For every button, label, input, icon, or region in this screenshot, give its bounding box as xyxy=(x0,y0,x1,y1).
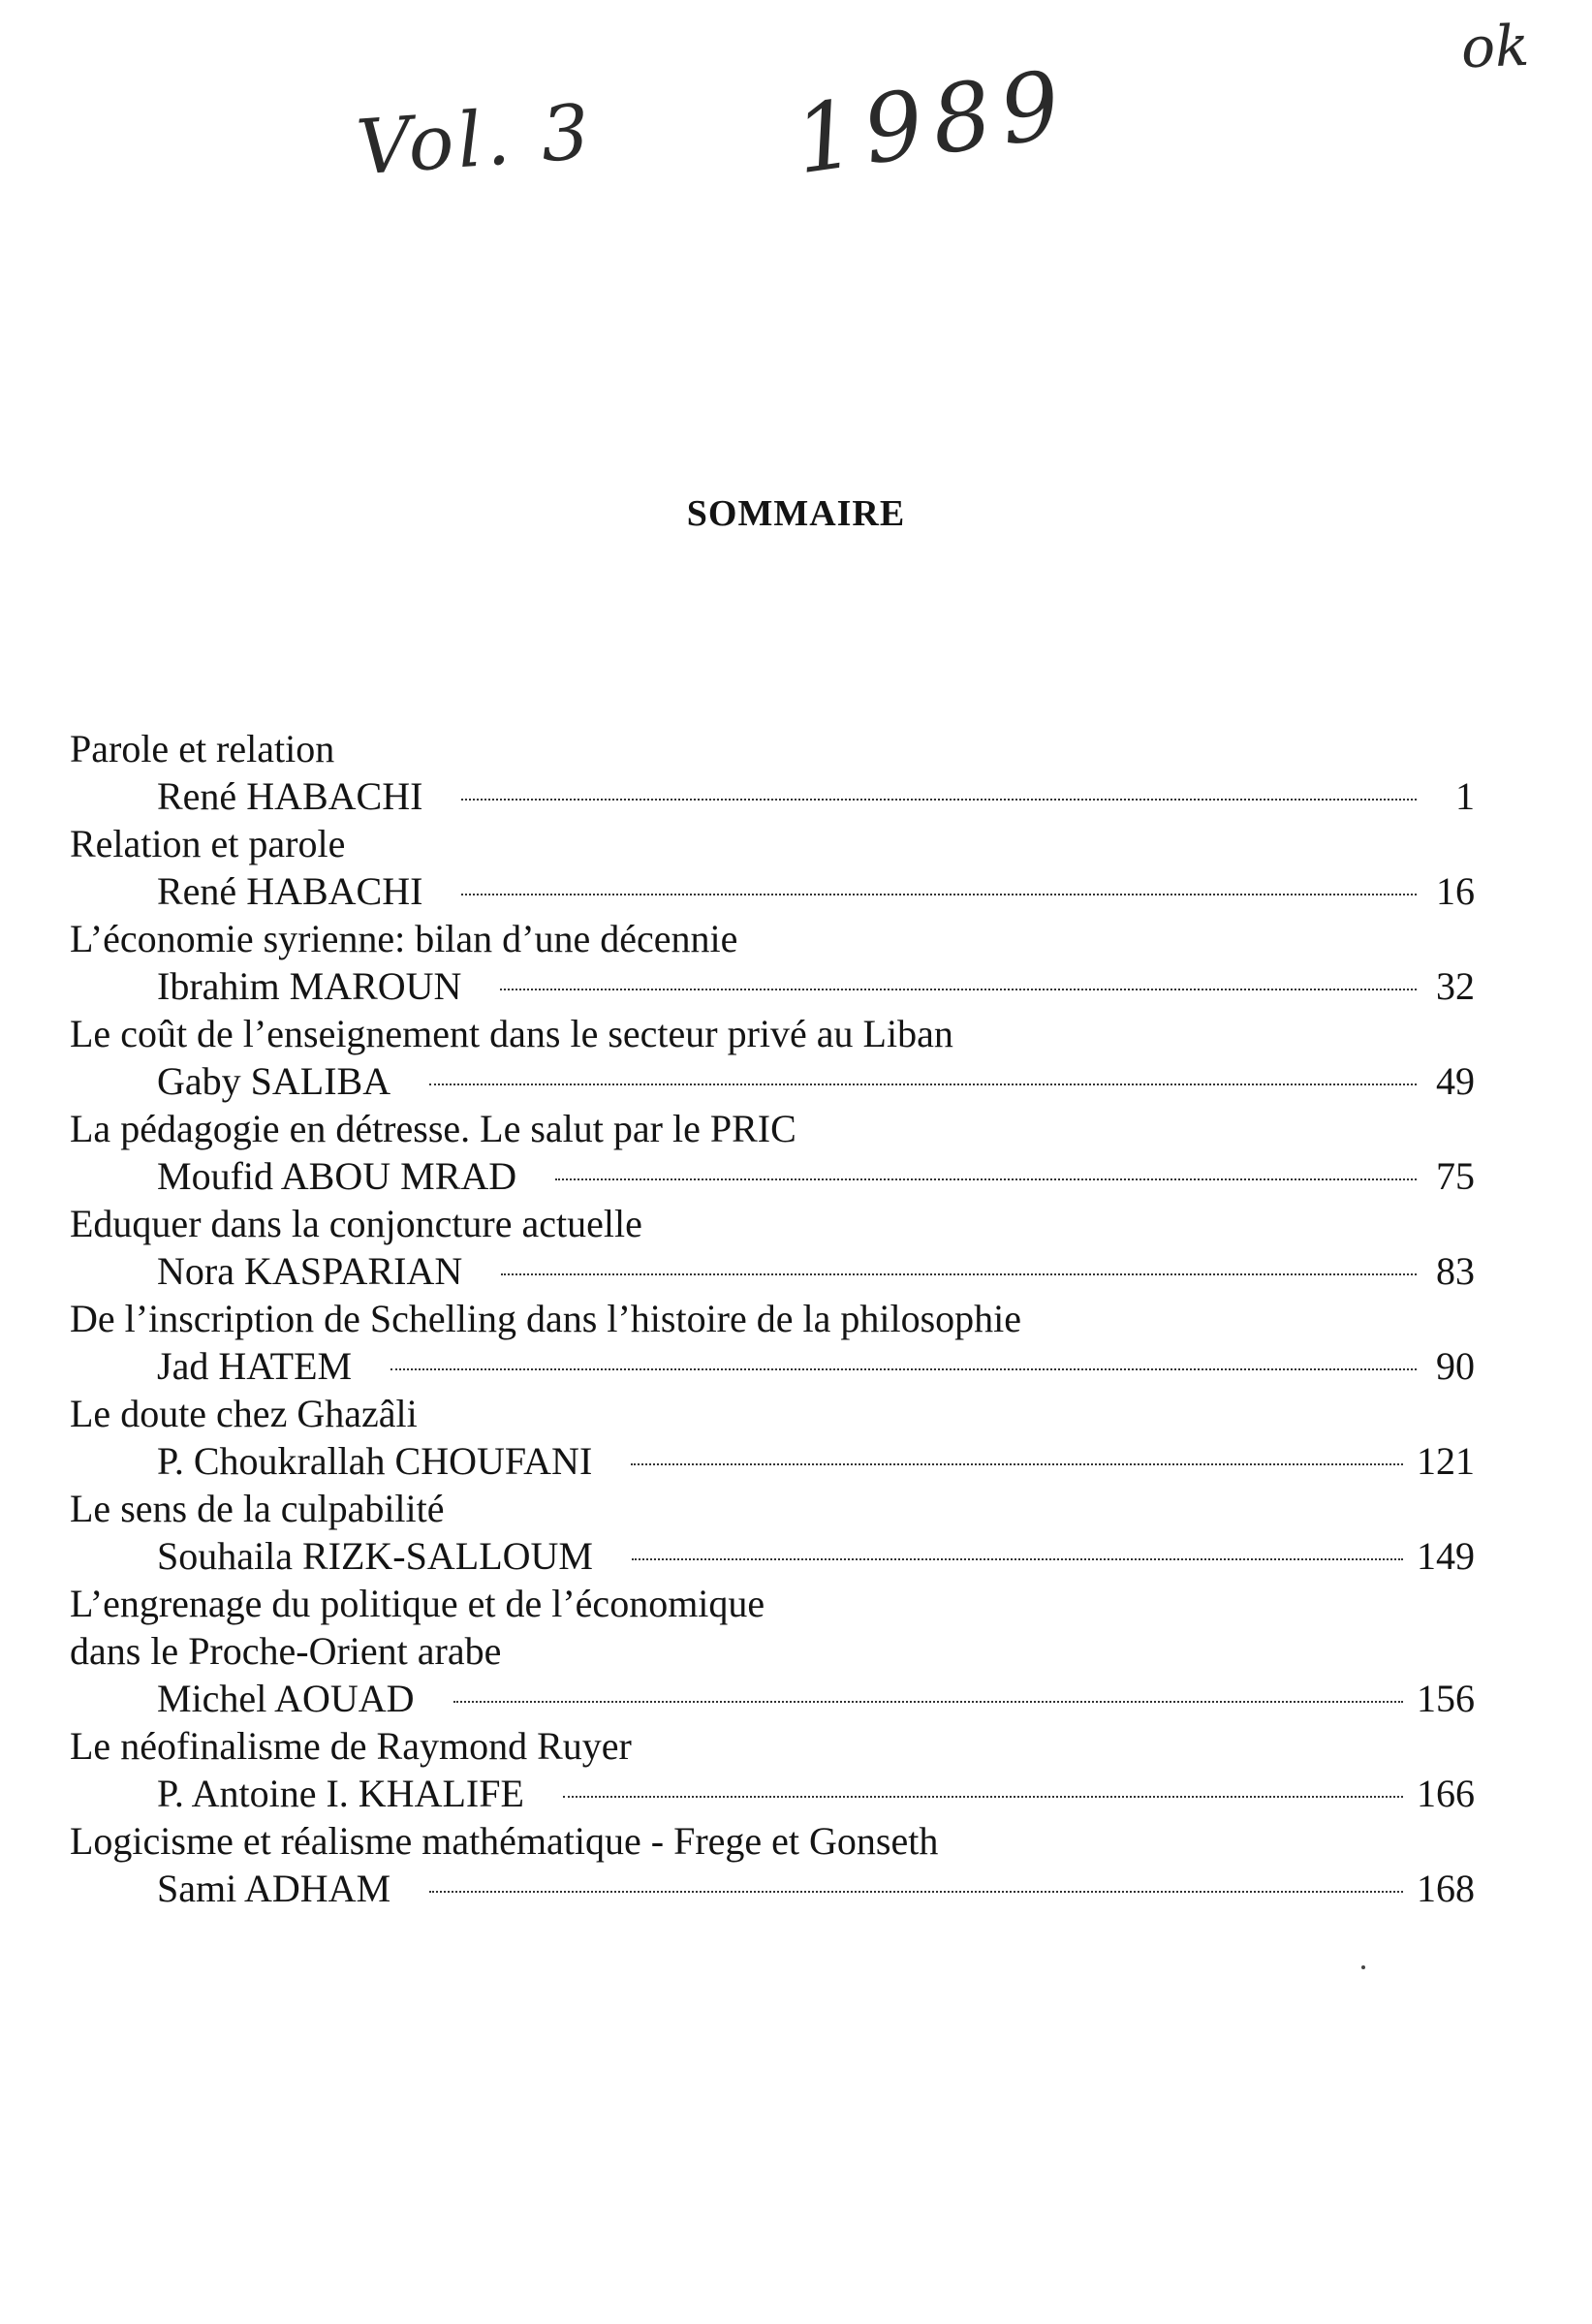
toc-entry-title: Parole et relation xyxy=(70,727,335,770)
toc-entry-page-number: 32 xyxy=(1436,964,1475,1008)
toc-entry xyxy=(70,915,1475,1010)
toc-entry-page-number: 49 xyxy=(1436,1059,1475,1103)
handwritten-volume-note: Vol. 3 xyxy=(354,88,597,193)
handwritten-year-note: 1989 xyxy=(788,48,1077,196)
toc-entry-author: Jad HATEM xyxy=(157,1344,353,1388)
dot-leader xyxy=(461,894,1417,895)
toc-entry-author: Gaby SALIBA xyxy=(157,1059,391,1103)
toc-entry-author-row xyxy=(70,772,1475,820)
toc-entry xyxy=(70,725,1475,820)
toc-entry xyxy=(70,1295,1475,1390)
toc-entry-title: Eduquer dans la conjoncture actuelle xyxy=(70,1202,642,1245)
toc-entry-author: Michel AOUAD xyxy=(157,1677,415,1720)
toc-entry-author: P. Antoine I. KHALIFE xyxy=(157,1772,524,1815)
dot-leader xyxy=(500,989,1417,990)
toc-entry-title: Relation et parole xyxy=(70,822,346,865)
toc-entry-page-number: 168 xyxy=(1417,1867,1475,1910)
toc-entry-title: Le sens de la culpabilité xyxy=(70,1487,445,1530)
dot-leader xyxy=(429,1083,1417,1085)
toc-entry-page-number: 1 xyxy=(1455,774,1475,818)
toc-entry-title: Le néofinalisme de Raymond Ruyer xyxy=(70,1724,632,1768)
toc-entry xyxy=(70,820,1475,915)
toc-entry-author-row xyxy=(70,1342,1475,1390)
toc-entry-page-number: 156 xyxy=(1417,1677,1475,1720)
dot-leader xyxy=(501,1273,1417,1275)
toc-entry-author-row xyxy=(70,1532,1475,1580)
toc-entry-page-number: 16 xyxy=(1436,869,1475,913)
toc-entry-title: De l’inscription de Schelling dans l’histoire de la philosophie xyxy=(70,1297,1022,1340)
toc-entry xyxy=(70,1817,1475,1912)
toc-entry-author-row xyxy=(70,1247,1475,1295)
toc-entry-author: Moufid ABOU MRAD xyxy=(157,1154,517,1198)
handwritten-ok-mark: ok xyxy=(1459,12,1531,81)
dot-leader xyxy=(631,1463,1403,1465)
toc-entry-author: René HABACHI xyxy=(157,869,423,913)
dot-leader xyxy=(563,1796,1403,1798)
toc-entry-author-row xyxy=(70,1675,1475,1722)
toc-entry xyxy=(70,1105,1475,1200)
toc-entry-author-row xyxy=(70,1865,1475,1912)
toc-entry-title: Le doute chez Ghazâli xyxy=(70,1392,418,1435)
toc-entry xyxy=(70,1390,1475,1485)
page-title: SOMMAIRE xyxy=(686,493,906,534)
dot-leader xyxy=(453,1701,1403,1703)
dot-leader xyxy=(555,1178,1417,1180)
toc-entry-author-row xyxy=(70,1437,1475,1485)
table-of-contents xyxy=(70,725,1475,1912)
scan-speck xyxy=(1361,1965,1365,1969)
toc-entry-title: Le coût de l’enseignement dans le secteur privé au Liban xyxy=(70,1012,953,1055)
toc-entry-author: P. Choukrallah CHOUFANI xyxy=(157,1439,593,1483)
toc-entry-author: Ibrahim MAROUN xyxy=(157,964,462,1008)
toc-entry-page-number: 90 xyxy=(1436,1344,1475,1388)
toc-entry-author: Souhaila RIZK-SALLOUM xyxy=(157,1534,593,1578)
toc-entry-page-number: 166 xyxy=(1417,1772,1475,1815)
toc-entry xyxy=(70,1485,1475,1580)
toc-entry-title: Logicisme et réalisme mathématique - Frege et Gonseth xyxy=(70,1819,939,1863)
dot-leader xyxy=(632,1558,1403,1560)
toc-entry xyxy=(70,1580,1475,1722)
dot-leader xyxy=(461,799,1417,801)
toc-entry-title-continued: dans le Proche-Orient arabe xyxy=(70,1629,502,1673)
toc-entry-title: La pédagogie en détresse. Le salut par le PRIC xyxy=(70,1107,796,1150)
toc-entry-author: René HABACHI xyxy=(157,774,423,818)
toc-entry-author-row xyxy=(70,867,1475,915)
toc-entry-page-number: 83 xyxy=(1436,1249,1475,1293)
dot-leader xyxy=(390,1368,1417,1370)
toc-entry-title: L’économie syrienne: bilan d’une décennie xyxy=(70,917,738,960)
toc-entry-author-row xyxy=(70,1152,1475,1200)
toc-entry-author-row xyxy=(70,962,1475,1010)
toc-entry-title: L’engrenage du politique et de l’économique xyxy=(70,1582,765,1625)
toc-entry xyxy=(70,1010,1475,1105)
toc-entry-page-number: 121 xyxy=(1417,1439,1475,1483)
toc-entry-page-number: 75 xyxy=(1436,1154,1475,1198)
toc-entry-author-row xyxy=(70,1770,1475,1817)
toc-entry-author: Nora KASPARIAN xyxy=(157,1249,463,1293)
dot-leader xyxy=(429,1891,1403,1893)
toc-entry-author: Sami ADHAM xyxy=(157,1867,391,1910)
toc-entry xyxy=(70,1722,1475,1817)
toc-entry-author-row xyxy=(70,1057,1475,1105)
toc-entry xyxy=(70,1200,1475,1295)
toc-entry-page-number: 149 xyxy=(1417,1534,1475,1578)
